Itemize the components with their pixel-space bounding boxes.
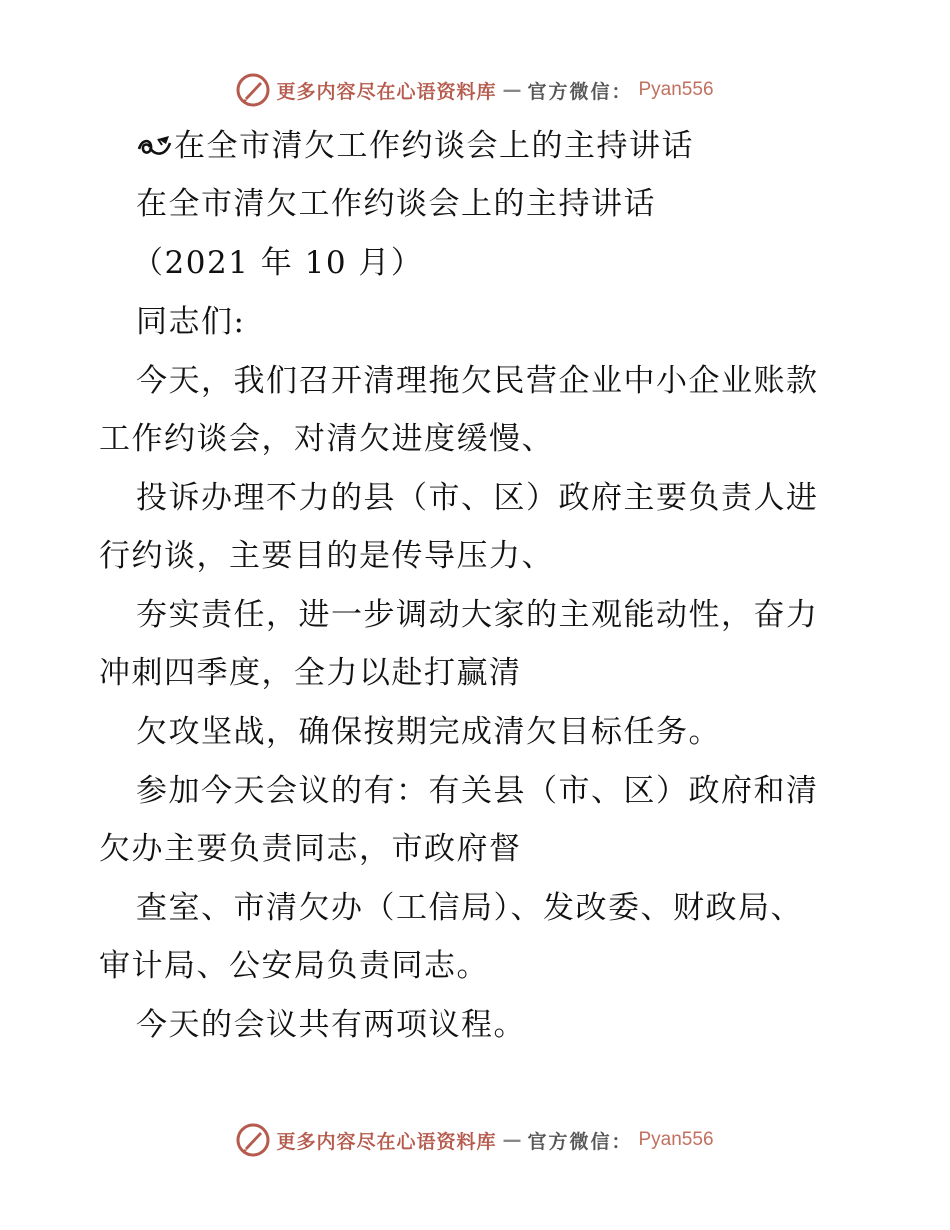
heading-text: 在全市清欠工作约谈会上的主持讲话 [174, 128, 694, 164]
paragraph-line: 今天，我们召开清理拖欠民营企业中小企业账款 [136, 363, 819, 399]
quill-logo-icon [236, 1123, 270, 1157]
paragraph-line: 查室、市清欠办（工信局）、发改委、财政局、 [136, 890, 803, 926]
document-title: 在全市清欠工作约谈会上的主持讲话 [136, 186, 656, 222]
header-watermark [0, 70, 950, 110]
watermark-brand: 更多内容尽在心语资料库 [276, 80, 497, 103]
paragraph-line: 夯实责任，进一步调动大家的主观能动性，奋力 [136, 597, 819, 633]
paragraph-line: 参加今天会议的有：有关县（市、区）政府和清 [136, 773, 819, 809]
document-date: （2021 年 10 月） [132, 245, 424, 281]
watermark-brand: 更多内容尽在心语资料库 [276, 1130, 497, 1153]
paragraph-line: 工作约谈会，对清欠进度缓慢、 [99, 421, 554, 457]
footer-watermark [0, 1120, 950, 1160]
watermark-subtitle: 官方微信： [527, 1130, 633, 1153]
watermark-separator: — [502, 79, 522, 101]
watermark-separator: — [502, 1129, 522, 1151]
paragraph-line: 欠办主要负责同志，市政府督 [99, 831, 522, 867]
document-heading [136, 126, 896, 166]
salutation: 同志们: [136, 304, 246, 340]
paragraph-line: 欠攻坚战，确保按期完成清欠目标任务。 [136, 714, 721, 750]
watermark-subtitle: 官方微信： [527, 80, 633, 103]
paragraph-line: 审计局、公安局负责同志。 [99, 948, 489, 984]
paragraph-line: 今天的会议共有两项议程。 [136, 1007, 526, 1043]
paragraph-line: 冲刺四季度，全力以赴打赢清 [99, 655, 522, 691]
quill-logo-icon [236, 73, 270, 107]
flourish-icon [136, 131, 174, 161]
watermark-wechat-id: Pyan556 [638, 1129, 714, 1150]
paragraph-line: 行约谈，主要目的是传导压力、 [99, 538, 554, 574]
watermark-wechat-id: Pyan556 [638, 79, 714, 100]
paragraph-line: 投诉办理不力的县（市、区）政府主要负责人进 [136, 480, 819, 516]
